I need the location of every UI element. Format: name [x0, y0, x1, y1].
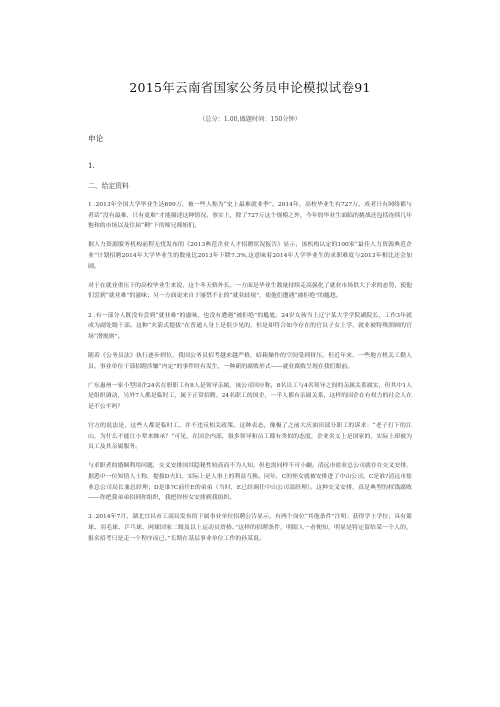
paragraph: 1 .2013年全国大学毕业生达699万，被一些人称为“史上最难就业季”。2014年，高校毕业生有727万，成者只有网络都与者话“没有最难，只有更难”才能描述这种情况。事实上，除了727万这个规模之外，今年的毕业生面临的挑战还包括连续几年饱和的市场以及往届“剩”下的师兄师姐们。 [88, 202, 412, 230]
document-title: 2015年云南省国家公务员申论模拟试卷91 [129, 80, 371, 95]
question-number: 1. [88, 162, 95, 170]
paragraph: 据人力资源服务机构前程无忧发布的《2013典范企业人才招聘状况报告》显示，该机构认定的100家“最佳人力资源典范企业”计划招聘2014年大学毕业生的数量比2013年下降7.3%,这意味着2014年大学毕业生的求职难度与2013年相比还会加剧。 [88, 242, 412, 270]
paragraph: 与求职者的婚姻利用问题，交叉安排国其隐秘性较高而不为人知，但也需同样不可小觑。清远市盐业总公司就存在交叉安排，据悉中一位知情人士称，提拔D夫妇，实际上是人事上的利益互换。同年，C的侄女就被安排进了中山公司。C是谁?清远市盐业总公司局长兼总经理；D是谁?C前任E的弟弟（当时，E已经调任中山公司部经理）。这种交叉安排，真是典型的权钱腐败——你把我弟弟招到你组织，我把你侄女安排到我组织。 [88, 463, 412, 502]
given-materials-label: 二、给定资料 [88, 182, 129, 190]
paragraph: 随着《公务员法》执行逐步到位，我国公务员招考越来越严格，暗箱操作的空间受到挤压。但近年来，一些地方机关工勤人员、事业单位干部招聘涉嫌“内定”的事件时有发生，一种新的腐败形式——就业腐败呈现在我们眼前。 [88, 352, 412, 370]
document-subtitle: （总分：1.00,做题时间：150分钟） [199, 116, 301, 123]
paragraph: 3 .2014年7月，湖北宜昌市工商局发布的下属事业单位招聘公告显示，有两个岗位“其他条件”注明：获得学士学位；具有篮球、羽毛球、乒乓球、网球国家二级及以上运动员资格。”这样的招聘条件，明眼人一看便知，明显是特定留给某一个人的，报名招考只是走一个程序而已。”长期在基层事业单位工作的孙某说。 [88, 514, 412, 542]
paragraph: 对于在就业重压下的高校毕业生来说，这个冬天格外长。一方面是毕业生数量持续走高强化了就业市场供大于求的态势，使他们尝到“就业难”的滋味；另一方面更来自于屡禁不止的“就业歧视”，使他们遭遇“被拒绝”的尴尬。 [88, 282, 412, 300]
materials-body [88, 200, 412, 544]
paragraph: 广东惠州一家小型国企24名在册职工有8人是领导亲属，该公司回应称，8名员工与4名领导之间的亲属关系属实，但其中1人是组织调动，另外7人都是临时工，属于正常招聘。24名职工的国企，一半人都有亲属关系，这样的国企在有权力的社会人在是不公平吗？ [88, 382, 412, 410]
section-heading: 申论 [88, 134, 104, 143]
paragraph: 官方的说法是，这些人都是临时工，并不违反相关政策。这种表态，像极了之前大庆油田部分职工的诉求：“老子打下的江山，为什么不能让小辈来继承？”可见，在国企内部，很多领导和员工都有类似的态度，企业名义上是国家的，实际上却被为员工及其亲属服务。 [88, 423, 412, 451]
paragraph: 2 .有一部分人既没有尝到“就业难”的滋味，也没有遭遇“被拒绝”的尴尬。24岁女孩当上辽宁某大学学院副院长，工作3年就成为副处级干部。这种“火箭式提拔”在普通人身上是很少见的，但是却符合如今存在的官员子女上学、就业被特殊照顾的官场“潜规则”。 [88, 312, 412, 340]
